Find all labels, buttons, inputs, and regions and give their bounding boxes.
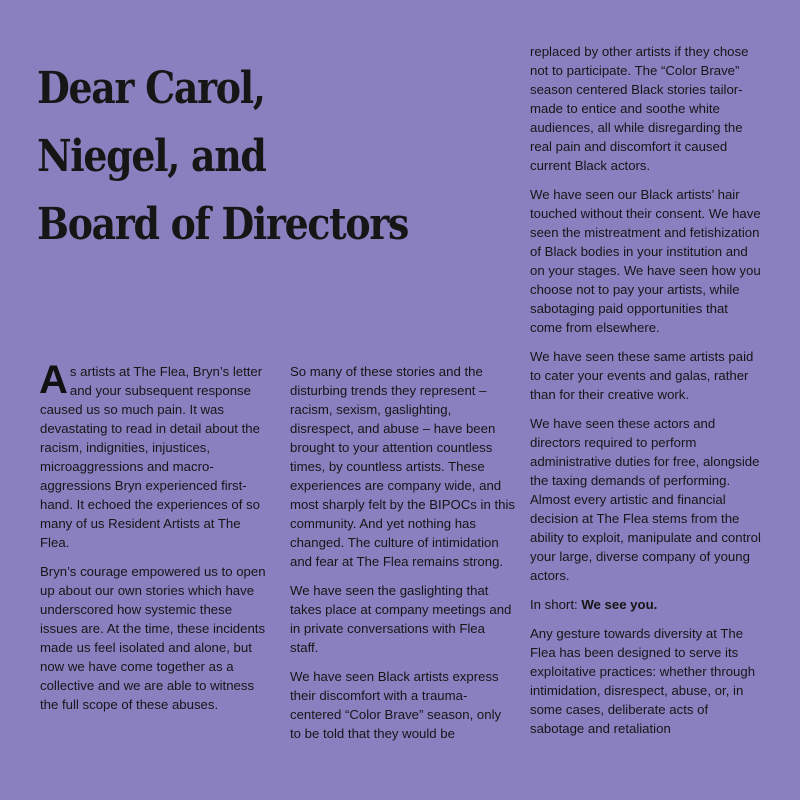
headline-line-3: Board of Directors <box>37 199 408 250</box>
drop-cap: A <box>39 358 68 402</box>
paragraph: We have seen the gaslighting that takes place at company meetings and in private conversations with Flea staff. <box>290 583 512 655</box>
paragraph <box>39 358 272 552</box>
paragraph: We have seen Black artists express their discomfort with a trauma-centered “Color Brave” season, only to be told that they would be <box>290 669 502 741</box>
headline-line-2: Niegel, and <box>37 131 266 182</box>
emphasis-text: We see you. <box>581 597 658 612</box>
headline-line-1: Dear Carol, <box>37 63 265 114</box>
paragraph: So many of these stories and the disturbing trends they represent – racism, sexism, gaslighting, disrespect, and abuse – have been brought to your attention countless times, by countless artists. These experiences are company wide, and most sharply felt by the BIPOCs in this community. And yet nothing has changed. The culture of intimidation and fear at The Flea remains strong. <box>290 364 516 569</box>
paragraph: We have seen our Black artists’ hair touched without their consent. We have seen the mistreatment and fetishization of Black bodies in your institution and on your stages. We have seen how you choose not to pay your artists, while sabotaging paid opportunities that come from elsewhere. <box>530 187 761 335</box>
paragraph-text: In short: <box>530 597 582 612</box>
paragraph-text: s artists at The Flea, Bryn’s letter and your subsequent response caused us so much pain. It was devastating to read in detail about the racism, indignities, injustices, microaggressions and macro-aggressions Bryn experienced first-hand. It echoed the experiences of so many of us Resident Artists at The Flea. <box>40 364 263 550</box>
paragraph: Any gesture towards diversity at The Flea has been designed to serve its exploitative practices: whether through intimidation, disrespect, abuse, or, in some cases, deliberate acts of sabotage and retaliation <box>530 626 756 736</box>
paragraph: We have seen these same artists paid to cater your events and galas, rather than for their creative work. <box>530 349 754 402</box>
text-column-2 <box>290 362 515 753</box>
paragraph: replaced by other artists if they chose not to participate. The “Color Brave” season centered Black stories tailor-made to entice and soothe white audiences, all while disregarding the real pain and discomfort it caused current Black actors. <box>530 44 749 173</box>
paragraph: Bryn’s courage empowered us to open up about our own stories which have underscored how systemic these issues are. At the time, these incidents made us feel isolated and alone, but now we have come together as a collective and we are able to witness the full scope of these abuses. <box>40 564 266 712</box>
headline <box>37 55 441 259</box>
text-column-1 <box>39 358 272 724</box>
text-column-3 <box>530 42 762 748</box>
paragraph: We have seen these actors and directors required to perform administrative duties for free, alongside the taxing demands of performing. Almost every artistic and financial decision at The Flea stems from the ability to exploit, manipulate and control your large, diverse company of young actors. <box>530 416 761 583</box>
paragraph <box>530 595 762 614</box>
